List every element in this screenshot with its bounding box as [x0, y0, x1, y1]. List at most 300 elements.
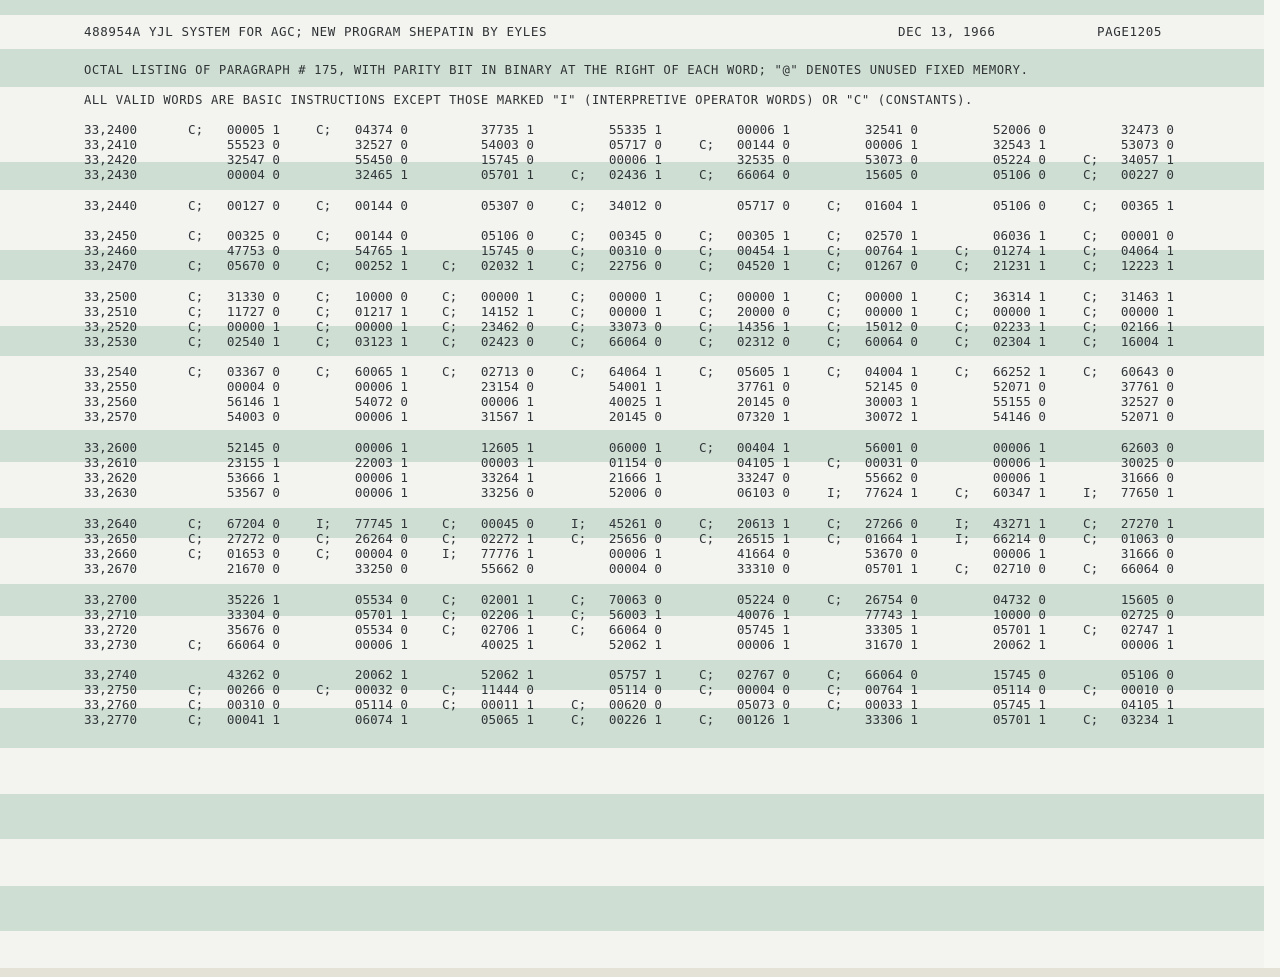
- address: 33,2470: [84, 258, 138, 273]
- octal-word: 34012 0: [608, 198, 662, 213]
- octal-word: 00006 1: [736, 637, 790, 652]
- octal-word: 00006 1: [354, 409, 408, 424]
- octal-word: 00620 0: [608, 697, 662, 712]
- octal-word: 02747 1: [1120, 622, 1174, 637]
- word-marker: C;: [316, 364, 332, 379]
- word-marker: C;: [699, 667, 715, 682]
- octal-word: 00000 1: [608, 304, 662, 319]
- octal-word: 33256 0: [480, 485, 534, 500]
- word-marker: C;: [699, 364, 715, 379]
- listing-legend: ALL VALID WORDS ARE BASIC INSTRUCTIONS EXCEPT THOSE MARKED "I" (INTERPRETIVE OPERATOR WORDS) OR "C" (CONSTANTS).: [84, 93, 973, 107]
- word-marker: C;: [827, 258, 843, 273]
- octal-word: 22756 0: [608, 258, 662, 273]
- listing-row: [84, 167, 1180, 182]
- octal-word: 06074 1: [354, 712, 408, 727]
- word-marker: C;: [955, 485, 971, 500]
- octal-word: 05073 0: [736, 697, 790, 712]
- octal-word: 55523 0: [226, 137, 280, 152]
- word-marker: C;: [188, 637, 204, 652]
- octal-word: 60347 1: [992, 485, 1046, 500]
- octal-word: 33310 0: [736, 561, 790, 576]
- octal-word: 00404 1: [736, 440, 790, 455]
- word-marker: C;: [827, 334, 843, 349]
- word-marker: C;: [188, 319, 204, 334]
- octal-word: 05757 1: [608, 667, 662, 682]
- octal-word: 00000 1: [992, 304, 1046, 319]
- octal-word: 00032 0: [354, 682, 408, 697]
- octal-word: 05701 1: [354, 607, 408, 622]
- address: 33,2630: [84, 485, 138, 500]
- octal-word: 20062 1: [992, 637, 1046, 652]
- word-marker: C;: [1083, 364, 1099, 379]
- octal-word: 12223 1: [1120, 258, 1174, 273]
- octal-word: 56001 0: [864, 440, 918, 455]
- octal-word: 02166 1: [1120, 319, 1174, 334]
- listing-row: [84, 516, 1180, 531]
- octal-word: 23155 1: [226, 455, 280, 470]
- word-marker: C;: [442, 607, 458, 622]
- word-marker: C;: [442, 531, 458, 546]
- word-marker: C;: [827, 198, 843, 213]
- octal-word: 02710 0: [992, 561, 1046, 576]
- octal-word: 04004 1: [864, 364, 918, 379]
- word-marker: I;: [1083, 485, 1099, 500]
- word-marker: C;: [1083, 289, 1099, 304]
- listing-row: [84, 531, 1180, 546]
- octal-word: 05106 0: [992, 198, 1046, 213]
- listing-row: [84, 319, 1180, 334]
- octal-word: 02706 1: [480, 622, 534, 637]
- octal-word: 35676 0: [226, 622, 280, 637]
- word-marker: C;: [955, 289, 971, 304]
- octal-word: 35226 1: [226, 592, 280, 607]
- octal-word: 10000 0: [992, 607, 1046, 622]
- octal-word: 00310 0: [226, 697, 280, 712]
- octal-word: 03234 1: [1120, 712, 1174, 727]
- octal-word: 15012 0: [864, 319, 918, 334]
- octal-word: 00000 1: [608, 289, 662, 304]
- octal-word: 66064 0: [608, 622, 662, 637]
- word-marker: C;: [316, 258, 332, 273]
- octal-word: 52006 0: [992, 122, 1046, 137]
- octal-word: 01154 0: [608, 455, 662, 470]
- word-marker: C;: [827, 319, 843, 334]
- octal-word: 00227 0: [1120, 167, 1174, 182]
- octal-word: 02540 1: [226, 334, 280, 349]
- octal-word: 60064 0: [864, 334, 918, 349]
- octal-word: 05534 0: [354, 592, 408, 607]
- octal-word: 05106 0: [1120, 667, 1174, 682]
- word-marker: C;: [571, 304, 587, 319]
- word-marker: C;: [442, 289, 458, 304]
- octal-word: 00006 1: [992, 470, 1046, 485]
- octal-word: 05065 1: [480, 712, 534, 727]
- word-marker: C;: [699, 682, 715, 697]
- word-marker: C;: [827, 682, 843, 697]
- octal-word: 45261 0: [608, 516, 662, 531]
- word-marker: C;: [442, 258, 458, 273]
- word-marker: C;: [188, 122, 204, 137]
- octal-word: 11727 0: [226, 304, 280, 319]
- word-marker: C;: [188, 531, 204, 546]
- octal-word: 30003 1: [864, 394, 918, 409]
- octal-word: 54003 0: [226, 409, 280, 424]
- word-marker: C;: [1083, 243, 1099, 258]
- octal-word: 53073 0: [1120, 137, 1174, 152]
- word-marker: I;: [571, 516, 587, 531]
- octal-word: 04064 1: [1120, 243, 1174, 258]
- octal-word: 00000 1: [864, 304, 918, 319]
- word-marker: C;: [1083, 228, 1099, 243]
- octal-word: 52006 0: [608, 485, 662, 500]
- octal-word: 66252 1: [992, 364, 1046, 379]
- octal-word: 15745 0: [992, 667, 1046, 682]
- word-marker: C;: [571, 622, 587, 637]
- octal-word: 54072 0: [354, 394, 408, 409]
- address: 33,2660: [84, 546, 138, 561]
- octal-word: 05670 0: [226, 258, 280, 273]
- octal-word: 62603 0: [1120, 440, 1174, 455]
- octal-word: 06103 0: [736, 485, 790, 500]
- octal-word: 01267 0: [864, 258, 918, 273]
- octal-word: 00252 1: [354, 258, 408, 273]
- octal-word: 01653 0: [226, 546, 280, 561]
- address: 33,2400: [84, 122, 138, 137]
- octal-word: 00011 1: [480, 697, 534, 712]
- word-marker: C;: [316, 334, 332, 349]
- word-marker: C;: [699, 334, 715, 349]
- listing-row: [84, 334, 1180, 349]
- address: 33,2610: [84, 455, 138, 470]
- octal-word: 52062 1: [608, 637, 662, 652]
- word-marker: C;: [571, 258, 587, 273]
- word-marker: I;: [955, 516, 971, 531]
- octal-word: 02304 1: [992, 334, 1046, 349]
- word-marker: C;: [1083, 334, 1099, 349]
- word-marker: C;: [571, 319, 587, 334]
- octal-word: 00006 1: [354, 440, 408, 455]
- address: 33,2750: [84, 682, 138, 697]
- word-marker: C;: [827, 364, 843, 379]
- octal-word: 02570 1: [864, 228, 918, 243]
- word-marker: C;: [1083, 712, 1099, 727]
- address: 33,2510: [84, 304, 138, 319]
- octal-word: 00006 1: [354, 485, 408, 500]
- word-marker: C;: [571, 712, 587, 727]
- word-marker: C;: [188, 712, 204, 727]
- octal-word: 47753 0: [226, 243, 280, 258]
- octal-word: 00000 1: [226, 319, 280, 334]
- octal-word: 20000 0: [736, 304, 790, 319]
- octal-word: 06036 1: [992, 228, 1046, 243]
- address: 33,2570: [84, 409, 138, 424]
- octal-word: 33306 1: [864, 712, 918, 727]
- word-marker: C;: [316, 304, 332, 319]
- listing-row: [84, 682, 1180, 697]
- word-marker: C;: [188, 682, 204, 697]
- octal-word: 02725 0: [1120, 607, 1174, 622]
- octal-word: 26515 1: [736, 531, 790, 546]
- octal-word: 00000 1: [354, 319, 408, 334]
- octal-word: 04520 1: [736, 258, 790, 273]
- word-marker: C;: [955, 304, 971, 319]
- octal-word: 25656 0: [608, 531, 662, 546]
- word-marker: C;: [188, 258, 204, 273]
- listing-row: [84, 622, 1180, 637]
- octal-word: 32535 0: [736, 152, 790, 167]
- octal-word: 05114 0: [608, 682, 662, 697]
- word-marker: C;: [699, 712, 715, 727]
- address: 33,2440: [84, 198, 138, 213]
- word-marker: C;: [442, 334, 458, 349]
- word-marker: C;: [442, 697, 458, 712]
- octal-word: 66214 0: [992, 531, 1046, 546]
- octal-word: 32527 0: [1120, 394, 1174, 409]
- listing-row: [84, 394, 1180, 409]
- octal-word: 36314 1: [992, 289, 1046, 304]
- word-marker: C;: [571, 198, 587, 213]
- octal-word: 00005 1: [226, 122, 280, 137]
- octal-word: 00000 1: [1120, 304, 1174, 319]
- word-marker: C;: [955, 319, 971, 334]
- octal-word: 66064 0: [864, 667, 918, 682]
- listing-description: OCTAL LISTING OF PARAGRAPH # 175, WITH PARITY BIT IN BINARY AT THE RIGHT OF EACH WORD; "@" DENOTES UNUSED FIXED MEMORY.: [84, 63, 1029, 77]
- octal-word: 01217 1: [354, 304, 408, 319]
- listing-row: [84, 592, 1180, 607]
- octal-word: 00305 1: [736, 228, 790, 243]
- octal-word: 05701 1: [992, 622, 1046, 637]
- octal-word: 15745 0: [480, 152, 534, 167]
- listing-row: [84, 440, 1180, 455]
- octal-word: 54001 1: [608, 379, 662, 394]
- octal-word: 11444 0: [480, 682, 534, 697]
- listing-row: [84, 409, 1180, 424]
- octal-word: 52145 0: [226, 440, 280, 455]
- word-marker: C;: [699, 289, 715, 304]
- word-marker: I;: [442, 546, 458, 561]
- listing-row: [84, 243, 1180, 258]
- word-marker: C;: [699, 243, 715, 258]
- octal-word: 55450 0: [354, 152, 408, 167]
- octal-word: 00226 1: [608, 712, 662, 727]
- address: 33,2760: [84, 697, 138, 712]
- octal-word: 77624 1: [864, 485, 918, 500]
- word-marker: C;: [1083, 167, 1099, 182]
- octal-word: 34057 1: [1120, 152, 1174, 167]
- word-marker: C;: [188, 289, 204, 304]
- word-marker: C;: [188, 546, 204, 561]
- address: 33,2500: [84, 289, 138, 304]
- word-marker: C;: [1083, 152, 1099, 167]
- octal-word: 00454 1: [736, 243, 790, 258]
- octal-word: 02032 1: [480, 258, 534, 273]
- octal-word: 70063 0: [608, 592, 662, 607]
- word-marker: C;: [571, 334, 587, 349]
- word-marker: C;: [188, 364, 204, 379]
- word-marker: C;: [571, 607, 587, 622]
- word-marker: C;: [316, 289, 332, 304]
- octal-word: 33250 0: [354, 561, 408, 576]
- octal-word: 03367 0: [226, 364, 280, 379]
- octal-word: 00764 1: [864, 682, 918, 697]
- address: 33,2460: [84, 243, 138, 258]
- octal-word: 53666 1: [226, 470, 280, 485]
- listing-row: [84, 137, 1180, 152]
- octal-word: 30072 1: [864, 409, 918, 424]
- word-marker: I;: [316, 516, 332, 531]
- octal-word: 20145 0: [736, 394, 790, 409]
- octal-word: 52071 0: [992, 379, 1046, 394]
- octal-word: 00006 1: [354, 637, 408, 652]
- octal-word: 00000 1: [480, 289, 534, 304]
- listing-row: [84, 470, 1180, 485]
- word-marker: C;: [188, 228, 204, 243]
- octal-word: 07320 1: [736, 409, 790, 424]
- listing-row: [84, 152, 1180, 167]
- word-marker: C;: [188, 198, 204, 213]
- word-marker: C;: [1083, 622, 1099, 637]
- word-marker: C;: [699, 258, 715, 273]
- octal-word: 15605 0: [864, 167, 918, 182]
- address: 33,2520: [84, 319, 138, 334]
- address: 33,2410: [84, 137, 138, 152]
- octal-word: 20613 1: [736, 516, 790, 531]
- word-marker: C;: [827, 667, 843, 682]
- word-marker: C;: [827, 697, 843, 712]
- octal-word: 00310 0: [608, 243, 662, 258]
- octal-word: 05106 0: [992, 167, 1046, 182]
- word-marker: C;: [571, 228, 587, 243]
- listing-row: [84, 455, 1180, 470]
- octal-word: 00144 0: [354, 198, 408, 213]
- octal-word: 26264 0: [354, 531, 408, 546]
- octal-word: 00006 1: [480, 394, 534, 409]
- octal-word: 60643 0: [1120, 364, 1174, 379]
- octal-word: 00004 0: [354, 546, 408, 561]
- octal-word: 66064 0: [226, 637, 280, 652]
- octal-word: 77745 1: [354, 516, 408, 531]
- octal-word: 05534 0: [354, 622, 408, 637]
- word-marker: C;: [827, 455, 843, 470]
- octal-word: 37761 0: [736, 379, 790, 394]
- octal-word: 01664 1: [864, 531, 918, 546]
- word-marker: C;: [188, 516, 204, 531]
- word-marker: I;: [827, 485, 843, 500]
- octal-word: 43271 1: [992, 516, 1046, 531]
- octal-word: 04374 0: [354, 122, 408, 137]
- octal-word: 66064 0: [1120, 561, 1174, 576]
- octal-word: 00006 1: [1120, 637, 1174, 652]
- octal-word: 64064 1: [608, 364, 662, 379]
- octal-word: 20145 0: [608, 409, 662, 424]
- word-marker: C;: [1083, 682, 1099, 697]
- octal-word: 00001 0: [1120, 228, 1174, 243]
- word-marker: C;: [188, 334, 204, 349]
- word-marker: I;: [955, 531, 971, 546]
- word-marker: C;: [699, 228, 715, 243]
- octal-word: 14152 1: [480, 304, 534, 319]
- octal-word: 12605 1: [480, 440, 534, 455]
- word-marker: C;: [442, 622, 458, 637]
- word-marker: C;: [571, 364, 587, 379]
- octal-word: 00004 0: [608, 561, 662, 576]
- octal-word: 33305 1: [864, 622, 918, 637]
- octal-word: 16004 1: [1120, 334, 1174, 349]
- octal-word: 54765 1: [354, 243, 408, 258]
- octal-word: 00041 1: [226, 712, 280, 727]
- octal-word: 31666 0: [1120, 546, 1174, 561]
- word-marker: C;: [1083, 304, 1099, 319]
- word-marker: C;: [955, 243, 971, 258]
- octal-word: 00004 0: [736, 682, 790, 697]
- listing-row: [84, 667, 1180, 682]
- page-number: PAGE1205: [1097, 24, 1163, 39]
- octal-word: 05717 0: [608, 137, 662, 152]
- listing-row: [84, 607, 1180, 622]
- address: 33,2430: [84, 167, 138, 182]
- octal-word: 31463 1: [1120, 289, 1174, 304]
- listing-row: [84, 637, 1180, 652]
- word-marker: C;: [188, 697, 204, 712]
- address: 33,2450: [84, 228, 138, 243]
- listing-row: [84, 561, 1180, 576]
- octal-word: 56003 1: [608, 607, 662, 622]
- word-marker: C;: [1083, 561, 1099, 576]
- octal-word: 04105 1: [1120, 697, 1174, 712]
- octal-word: 00144 0: [354, 228, 408, 243]
- octal-word: 54003 0: [480, 137, 534, 152]
- octal-word: 02713 0: [480, 364, 534, 379]
- octal-word: 04105 1: [736, 455, 790, 470]
- octal-word: 26754 0: [864, 592, 918, 607]
- octal-word: 40025 1: [608, 394, 662, 409]
- octal-word: 52062 1: [480, 667, 534, 682]
- address: 33,2540: [84, 364, 138, 379]
- word-marker: C;: [955, 364, 971, 379]
- listing-row: [84, 228, 1180, 243]
- octal-word: 00764 1: [864, 243, 918, 258]
- octal-word: 55335 1: [608, 122, 662, 137]
- octal-word: 02233 1: [992, 319, 1046, 334]
- word-marker: C;: [699, 137, 715, 152]
- octal-word: 53073 0: [864, 152, 918, 167]
- address: 33,2530: [84, 334, 138, 349]
- word-marker: C;: [316, 531, 332, 546]
- octal-word: 37761 0: [1120, 379, 1174, 394]
- address: 33,2650: [84, 531, 138, 546]
- listing-row: [84, 379, 1180, 394]
- word-marker: C;: [699, 516, 715, 531]
- address: 33,2640: [84, 516, 138, 531]
- octal-word: 02423 0: [480, 334, 534, 349]
- octal-word: 02436 1: [608, 167, 662, 182]
- word-marker: C;: [442, 592, 458, 607]
- octal-word: 05605 1: [736, 364, 790, 379]
- word-marker: C;: [442, 304, 458, 319]
- word-marker: C;: [827, 592, 843, 607]
- octal-word: 31670 1: [864, 637, 918, 652]
- octal-word: 43262 0: [226, 667, 280, 682]
- octal-word: 21666 1: [608, 470, 662, 485]
- octal-word: 67204 0: [226, 516, 280, 531]
- octal-word: 32527 0: [354, 137, 408, 152]
- octal-word: 52145 0: [864, 379, 918, 394]
- address: 33,2550: [84, 379, 138, 394]
- word-marker: C;: [1083, 531, 1099, 546]
- octal-word: 00003 1: [480, 455, 534, 470]
- word-marker: C;: [316, 228, 332, 243]
- octal-word: 04732 0: [992, 592, 1046, 607]
